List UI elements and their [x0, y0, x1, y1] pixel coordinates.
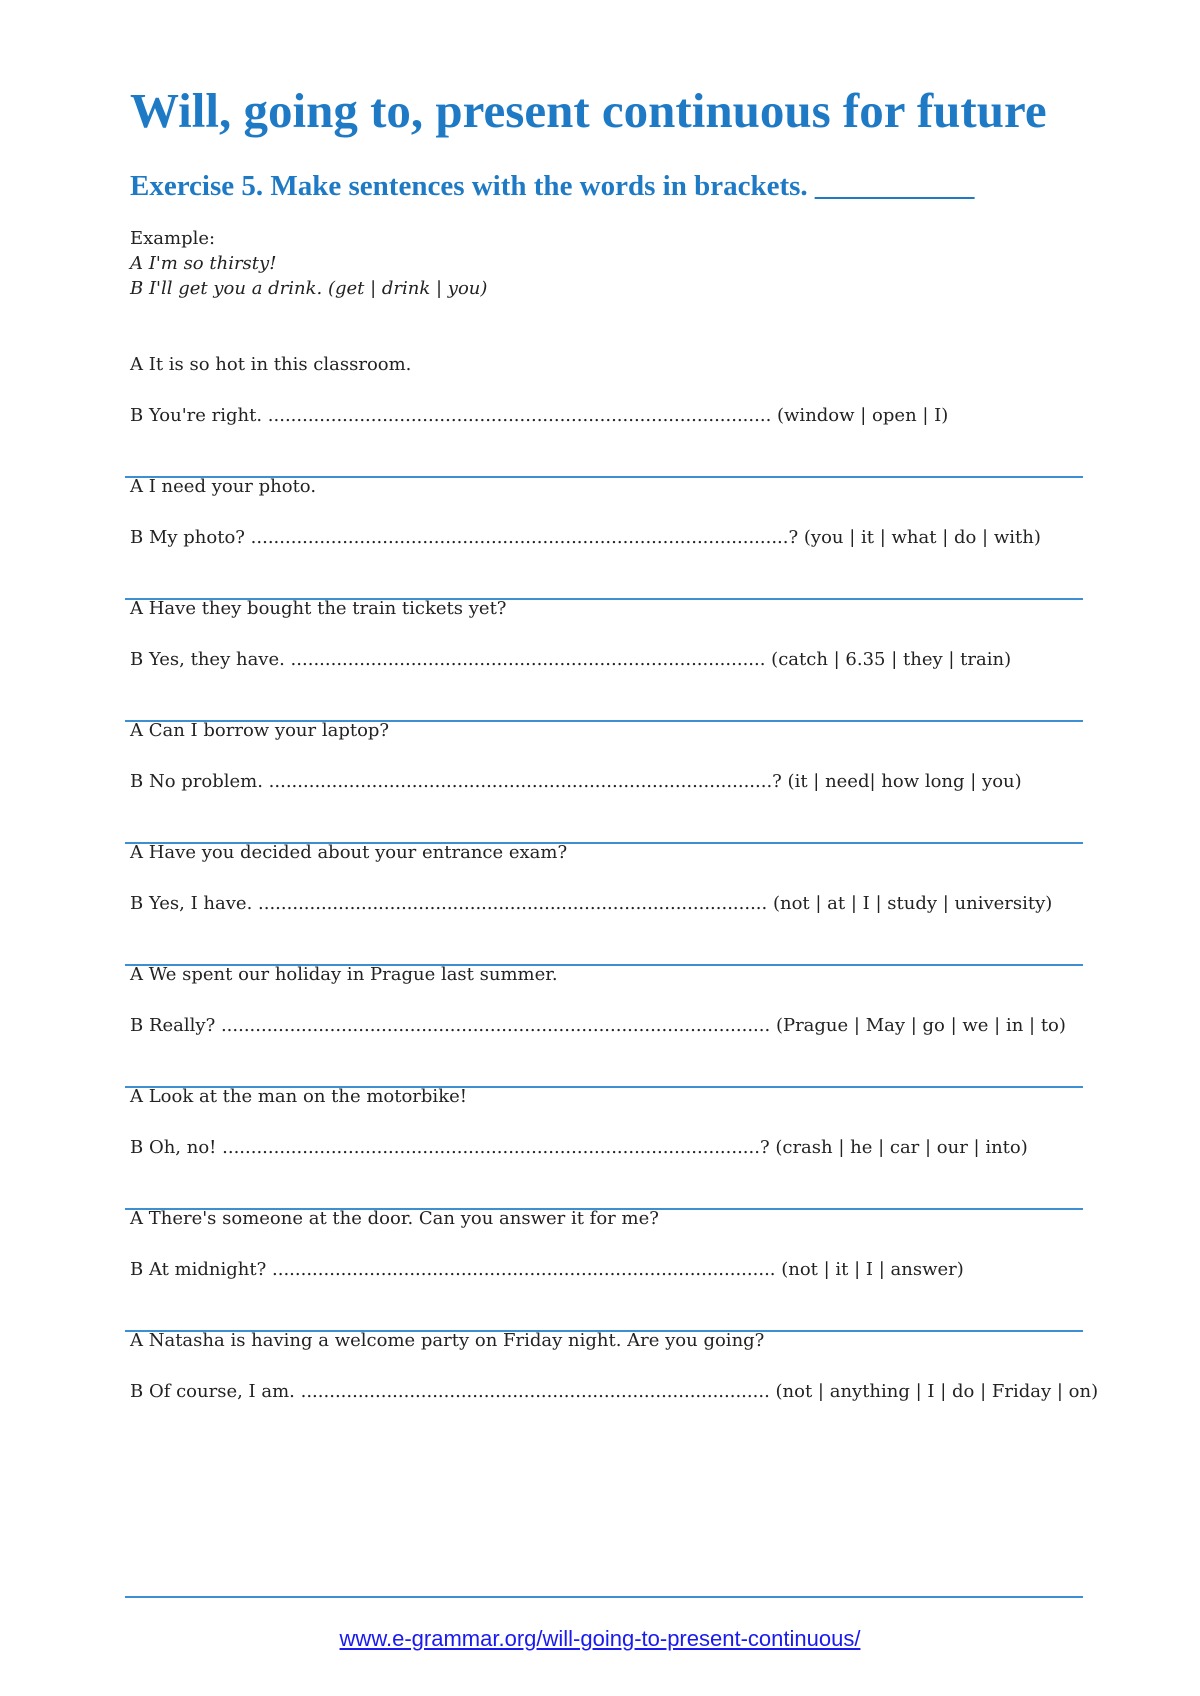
page-title: Will, going to, present continuous for future — [130, 83, 1047, 138]
speaker-b-line: B No problem. ........................................................................................? (it | need| how long | you) — [130, 771, 1022, 792]
exercise-item — [125, 1088, 1083, 1210]
exercise-item — [125, 600, 1083, 722]
speaker-b-line: B My photo? ..............................................................................................? (you | it | what | do | with) — [130, 527, 1041, 548]
speaker-a-line: A It is so hot in this classroom. — [130, 354, 412, 375]
footer-link[interactable]: www.e-grammar.org/will-going-to-present-continuous/ — [339, 1626, 861, 1651]
speaker-a-line: A Can I borrow your laptop? — [130, 720, 390, 741]
exercise-item — [125, 356, 1083, 478]
speaker-a-line: A Have they bought the train tickets yet? — [130, 598, 507, 619]
speaker-b-line: B At midnight? ........................................................................................ (not | it | I | answer) — [130, 1259, 964, 1280]
exercise-item — [125, 1210, 1083, 1332]
example-label: Example: — [130, 228, 216, 249]
speaker-b-line: B Of course, I am. .................................................................................. (not | anything | I | do | Friday | on) — [130, 1381, 1099, 1402]
footer-divider — [125, 1596, 1083, 1598]
speaker-b-line: B You're right. ........................................................................................ (window | open | I) — [130, 405, 949, 426]
exercise-heading: Exercise 5. Make sentences with the words in brackets. ___________ — [130, 170, 975, 202]
speaker-b-line: B Yes, I have. ......................................................................................... (not | at | I | study | university) — [130, 893, 1053, 914]
exercise-item — [125, 722, 1083, 844]
speaker-b-line: B Yes, they have. ................................................................................... (catch | 6.35 | they | train) — [130, 649, 1012, 670]
speaker-a-line: A I need your photo. — [130, 476, 317, 497]
example-line-b: B I'll get you a drink. (get | drink | you) — [130, 278, 488, 299]
speaker-a-line: A Have you decided about your entrance exam? — [130, 842, 568, 863]
speaker-b-line: B Oh, no! ..............................................................................................? (crash | he | car | our | into) — [130, 1137, 1028, 1158]
speaker-a-line: A There's someone at the door. Can you answer it for me? — [130, 1208, 659, 1229]
speaker-a-line: A Natasha is having a welcome party on Friday night. Are you going? — [130, 1330, 765, 1351]
example-block — [130, 226, 487, 301]
exercise-item — [125, 478, 1083, 600]
exercise-item — [125, 966, 1083, 1088]
speaker-a-line: A We spent our holiday in Prague last summer. — [130, 964, 558, 985]
example-line-a: A I'm so thirsty! — [130, 253, 277, 274]
exercise-item — [125, 844, 1083, 966]
speaker-b-line: B Really? ................................................................................................ (Prague | May | go | we | in | to) — [130, 1015, 1066, 1036]
speaker-a-line: A Look at the man on the motorbike! — [130, 1086, 467, 1107]
exercise-item — [125, 1330, 1099, 1454]
